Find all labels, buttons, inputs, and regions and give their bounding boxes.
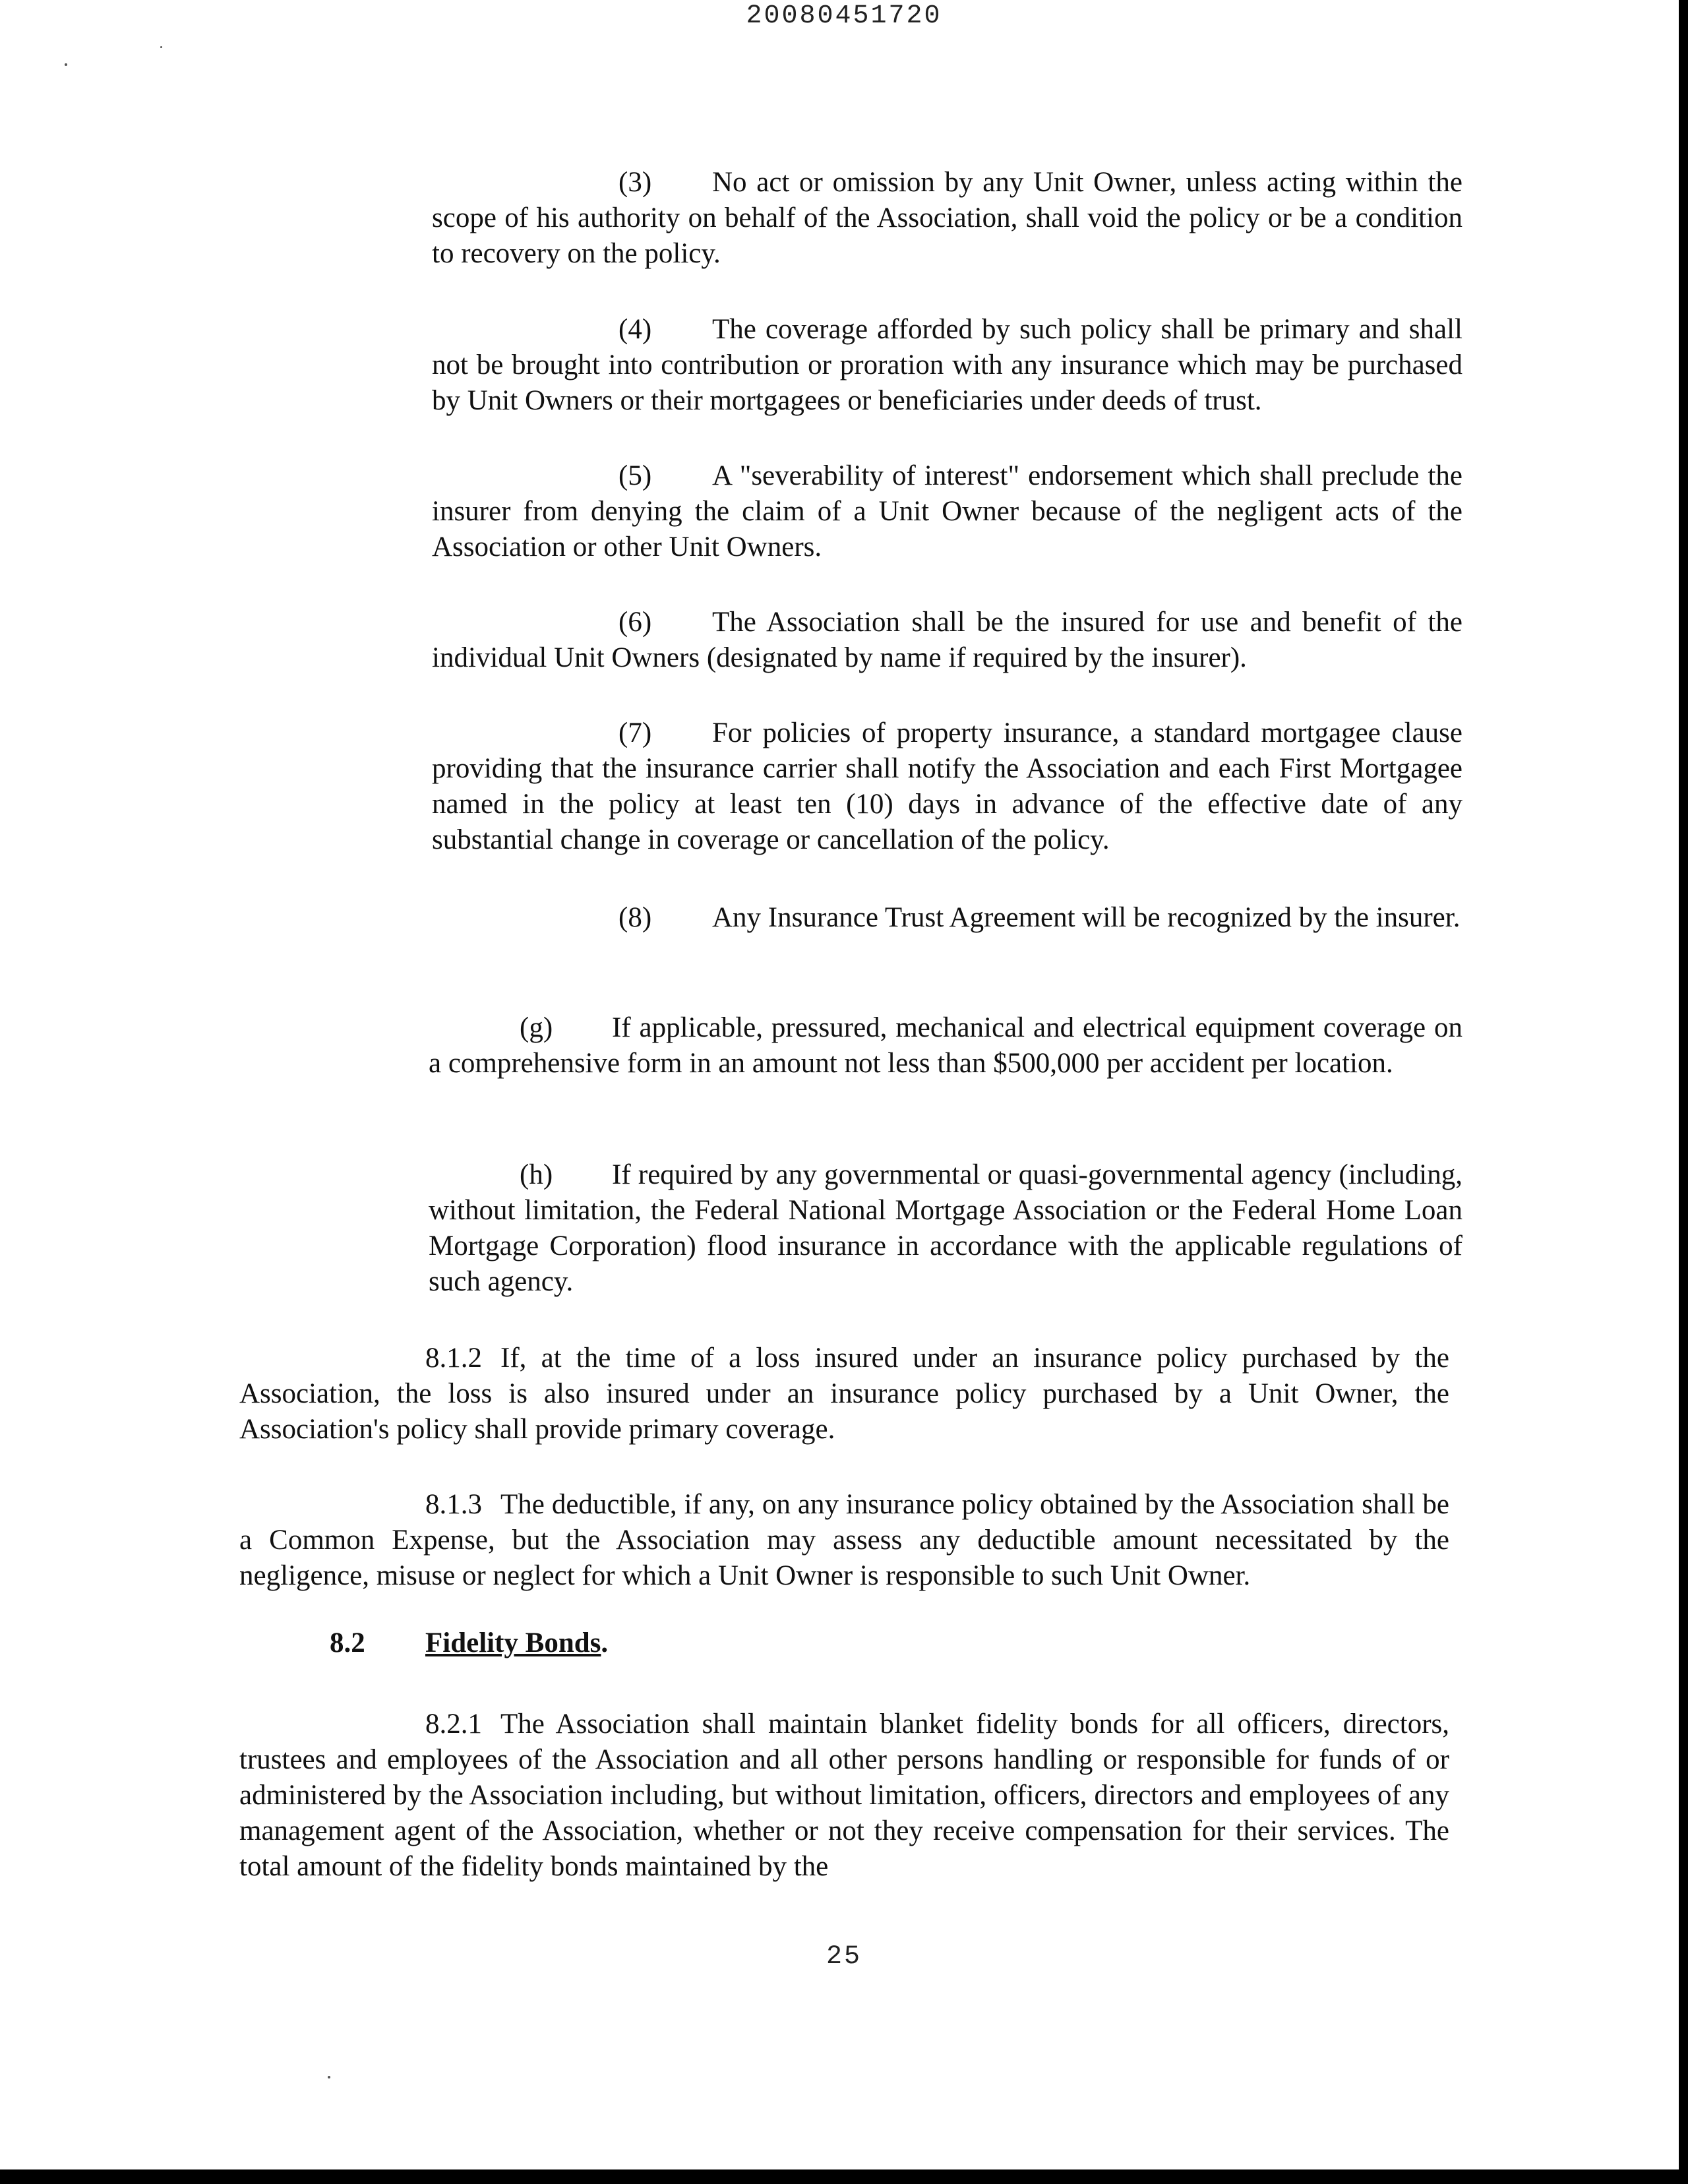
item-g (429, 1010, 1462, 1081)
scan-edge-bottom (0, 2169, 1688, 2184)
document-number: 20080451720 (746, 1, 942, 31)
subparagraph-8 (432, 900, 1462, 936)
subparagraph-label: (8) (618, 902, 652, 933)
section-heading-title: Fidelity Bonds (425, 1627, 601, 1658)
scan-speck (65, 63, 67, 66)
item-h (429, 1157, 1462, 1300)
subparagraph-label: (6) (618, 607, 652, 638)
section-text: The deductible, if any, on any insurance policy obtained by the Association shall be a Common Expense, but the Association may assess any deductible amount necessitated by the negligence, misuse or neglect for which a Unit Owner is responsible to such Unit Owner. (239, 1489, 1449, 1591)
item-text: If applicable, pressured, mechanical and electrical equipment coverage on a comprehensive form in an amount not less than $500,000 per accident per location. (429, 1012, 1462, 1079)
subparagraph-4 (432, 312, 1462, 419)
page-number: 25 (826, 1942, 862, 1972)
subparagraph-text: The Association shall be the insured for use and benefit of the individual Unit Owners (designated by name if required by the insurer). (432, 607, 1462, 673)
subparagraph-text: Any Insurance Trust Agreement will be recognized by the insurer. (712, 902, 1461, 933)
scan-speck (160, 46, 162, 48)
scan-speck (328, 2076, 330, 2078)
subparagraph-text: A "severability of interest" endorsement which shall preclude the insurer from denying the claim of a Unit Owner because of the negligent acts of the Association or other Unit Owners. (432, 460, 1462, 562)
section-heading-number: 8.2 (330, 1627, 365, 1658)
subparagraph-text: For policies of property insurance, a standard mortgagee clause providing that the insurance carrier shall notify the Association and each First Mortgagee named in the policy at least ten (10) days in advance of the effective date of any substantial change in coverage or cancellation of the policy. (432, 717, 1462, 855)
item-label: (h) (520, 1159, 553, 1190)
subparagraph-6 (432, 605, 1462, 676)
subparagraph-label: (4) (618, 314, 652, 345)
section-8-1-2 (239, 1341, 1449, 1447)
subparagraph-3 (432, 165, 1462, 272)
subparagraph-label: (7) (618, 717, 652, 748)
scan-edge-right (1679, 0, 1688, 2184)
section-label: 8.1.2 (425, 1343, 482, 1374)
subparagraph-text: No act or omission by any Unit Owner, unless acting within the scope of his authority on behalf of the Association, shall void the policy or be a condition to recovery on the policy. (432, 167, 1462, 269)
subparagraph-label: (3) (618, 167, 652, 198)
section-text: If, at the time of a loss insured under an insurance policy purchased by the Association, the loss is also insured under an insurance policy purchased by a Unit Owner, the Association's policy shall provide primary coverage. (239, 1343, 1449, 1445)
section-text: The Association shall maintain blanket fidelity bonds for all officers, directors, trustees and employees of the Association and all other persons handling or responsible for funds of or administered by the Association including, but without limitation, officers, directors and employees of any management agent of the Association, whether or not they receive compensation for their services. The total amount of the fidelity bonds maintained by the (239, 1709, 1449, 1882)
item-label: (g) (520, 1012, 553, 1043)
subparagraph-text: The coverage afforded by such policy shall be primary and shall not be brought into contribution or proration with any insurance which may be purchased by Unit Owners or their mortgagees or beneficiaries under deeds of trust. (432, 314, 1462, 416)
subparagraph-label: (5) (618, 460, 652, 491)
subparagraph-5 (432, 458, 1462, 565)
section-heading-period: . (601, 1627, 609, 1658)
section-heading-8-2 (330, 1625, 608, 1661)
section-label: 8.2.1 (425, 1709, 482, 1740)
section-8-1-3 (239, 1487, 1449, 1594)
subparagraph-7 (432, 715, 1462, 858)
section-8-2-1 (239, 1707, 1449, 1885)
item-text: If required by any governmental or quasi-governmental agency (including, without limitation, the Federal National Mortgage Association or the Federal Home Loan Mortgage Corporation) flood insurance in accordance with the applicable regulations of such agency. (429, 1159, 1462, 1297)
section-label: 8.1.3 (425, 1489, 482, 1520)
